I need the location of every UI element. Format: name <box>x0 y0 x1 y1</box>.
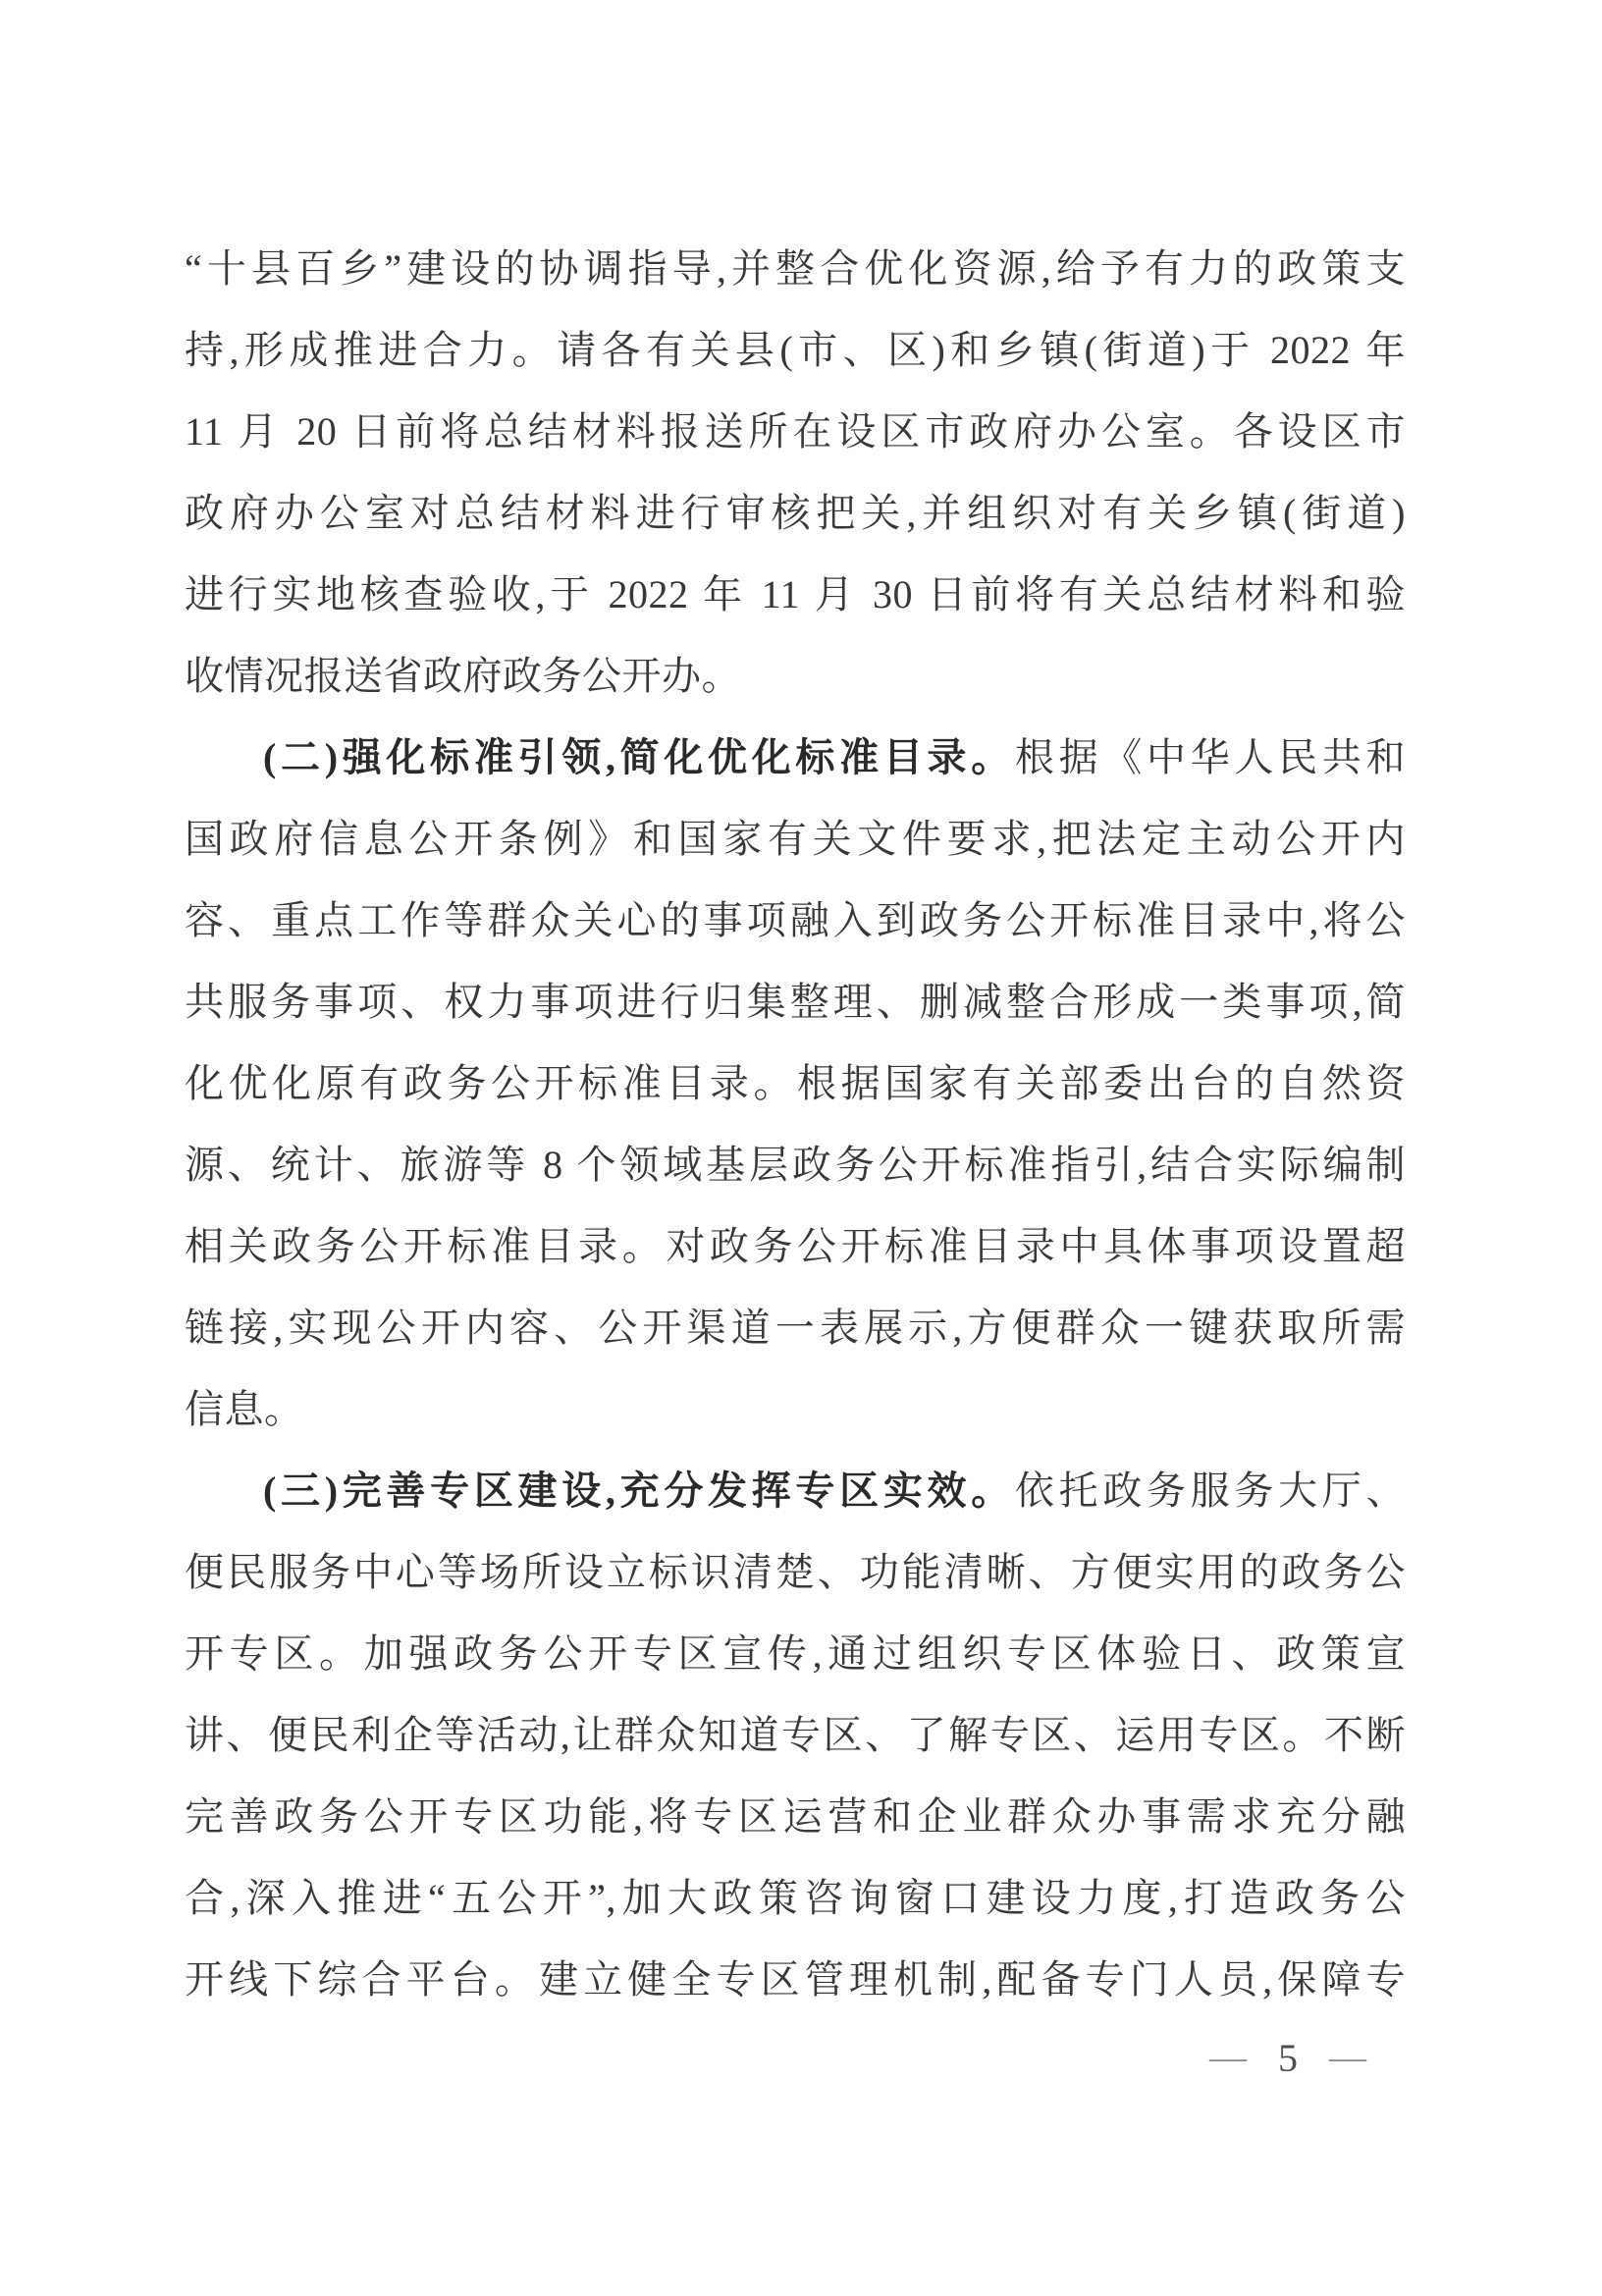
text-line <box>185 961 1406 1042</box>
body-text <box>185 228 1406 2020</box>
text-line <box>185 1939 1406 2020</box>
text-line <box>185 880 1406 961</box>
body-text-segment: 合,深入推进“五公开”,加大政策咨询窗口建设力度,打造政务公 <box>185 1876 1406 1920</box>
text-line <box>185 472 1406 554</box>
text-line <box>185 1124 1406 1205</box>
body-text-segment: 源、统计、旅游等 8 个领域基层政务公开标准指引,结合实际编制 <box>185 1143 1406 1187</box>
text-line <box>185 1694 1406 1776</box>
text-line <box>185 309 1406 391</box>
body-text-segment: 容、重点工作等群众关心的事项融入到政务公开标准目录中,将公 <box>185 898 1406 942</box>
body-text-segment: 共服务事项、权力事项进行归集整理、删减整合形成一类事项,简 <box>185 980 1406 1024</box>
text-line <box>185 1613 1406 1694</box>
text-line <box>185 1042 1406 1124</box>
text-line <box>185 1531 1406 1613</box>
text-line <box>185 1450 1406 1531</box>
footer-dash-left: — <box>1209 2037 1247 2078</box>
body-text-segment: “十县百乡”建设的协调指导,并整合优化资源,给予有力的政策支 <box>185 246 1406 291</box>
page-number: 5 <box>1278 2035 1298 2080</box>
body-text-segment: 相关政务公开标准目录。对政务公开标准目录中具体事项设置超 <box>185 1224 1406 1268</box>
body-text-segment: 信息。 <box>185 1387 304 1431</box>
text-line <box>185 635 1406 717</box>
body-text-segment: 政府办公室对总结材料进行审核把关,并组织对有关乡镇(街道) <box>185 491 1406 535</box>
text-line <box>185 554 1406 635</box>
body-text-segment: 化优化原有政务公开标准目录。根据国家有关部委出台的自然资 <box>185 1061 1406 1105</box>
text-line <box>185 1287 1406 1368</box>
text-line <box>185 1857 1406 1939</box>
body-text-segment: 国政府信息公开条例》和国家有关文件要求,把法定主动公开内 <box>185 817 1406 861</box>
text-line <box>185 717 1406 798</box>
text-line <box>185 798 1406 880</box>
body-text-segment: 依托政务服务大厅、 <box>1014 1468 1407 1513</box>
body-text-segment: 讲、便民利企等活动,让群众知道专区、了解专区、运用专区。不断 <box>185 1713 1406 1757</box>
body-text-segment: 收情况报送省政府政务公开办。 <box>185 654 741 698</box>
footer-dash-right: — <box>1329 2037 1366 2078</box>
section-heading: (二)强化标准引领,简化优化标准目录。 <box>263 735 1015 779</box>
body-text-segment: 持,形成推进合力。请各有关县(市、区)和乡镇(街道)于 2022 年 <box>185 328 1406 372</box>
body-text-segment: 11 月 20 日前将总结材料报送所在设区市政府办公室。各设区市 <box>185 409 1406 454</box>
body-text-segment: 完善政务公开专区功能,将专区运营和企业群众办事需求充分融 <box>185 1794 1406 1839</box>
text-line <box>185 1205 1406 1287</box>
text-line <box>185 1776 1406 1857</box>
body-text-segment: 进行实地核查验收,于 2022 年 11 月 30 日前将有关总结材料和验 <box>185 572 1406 616</box>
body-text-segment: 开线下综合平台。建立健全专区管理机制,配备专门人员,保障专 <box>185 1957 1406 2002</box>
text-line <box>185 1368 1406 1450</box>
body-text-segment: 链接,实现公开内容、公开渠道一表展示,方便群众一键获取所需 <box>185 1306 1406 1350</box>
text-line <box>185 228 1406 309</box>
text-line <box>185 391 1406 472</box>
body-text-segment: 开专区。加强政务公开专区宣传,通过组织专区体验日、政策宣 <box>185 1631 1406 1676</box>
body-text-segment: 便民服务中心等场所设立标识清楚、功能清晰、方便实用的政务公 <box>185 1550 1406 1594</box>
body-text-segment: 根据《中华人民共和 <box>1014 735 1407 779</box>
page-footer <box>1209 2030 1366 2085</box>
section-heading: (三)完善专区建设,充分发挥专区实效。 <box>263 1468 1015 1513</box>
